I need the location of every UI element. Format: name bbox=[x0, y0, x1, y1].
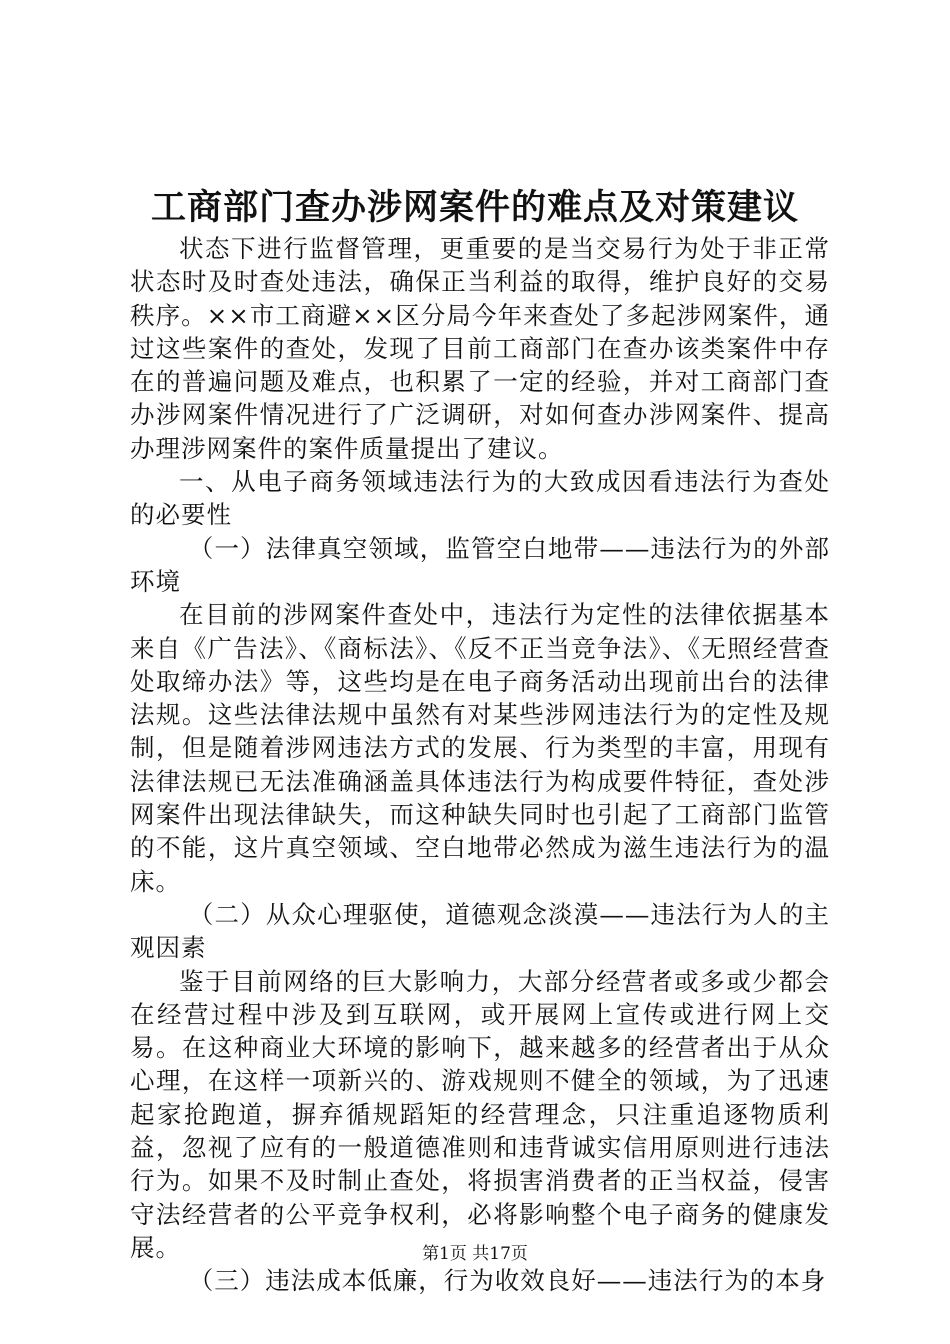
subsection-heading-3: （三）违法成本低廉，行为收效良好——违法行为的本身 bbox=[188, 1266, 827, 1296]
paragraph-herd-mentality: 鉴于目前网络的巨大影响力，大部分经营者或多或少都会在经营过程中涉及到互联网，或开展网上宣传或进行网上交易。在这种商业大环境的影响下，越来越多的经营者出于从众心理，在这样一项新兴的、游戏规则不健全的领域，为了迅速起家抢跑道，摒弃循规蹈矩的经营理念，只注重追逐物质利益，忽视了应有的一般道德准则和违背诚实信用原则进行违法行为。如果不及时制止查处，将损害消费者的正当权益，侵害守法经营者的公平竞争权利，必将影响整个电子商务的健康发展。 bbox=[130, 966, 830, 1262]
document-title: 工商部门查办涉网案件的难点及对策建议 bbox=[150, 187, 799, 228]
subsection-heading-2: （二）从众心理驱使，道德观念淡漠——违法行为人的主观因素 bbox=[130, 899, 830, 963]
subsection-heading-1: （一）法律真空领域，监管空白地带——违法行为的外部环境 bbox=[130, 533, 830, 596]
page-footer: 第1页 共17页 bbox=[422, 1244, 528, 1264]
paragraph-legal-vacuum: 在目前的涉网案件查处中，违法行为定性的法律依据基本来自《广告法》、《商标法》、《反不正当竞争法》、《无照经营查处取缔办法》等，这些均是在电子商务活动出现前出台的法律法规。这些法律法规中虽然有对某些涉网违法行为的定性及规制，但是随着涉网违法方式的发展、行为类型的丰富，用现有法律法规已无法准确涵盖具体违法行为构成要件特征，查处涉网案件出现法律缺失，而这种缺失同时也引起了工商部门监管的不能，这片真空领域、空白地带必然成为滋生违法行为的温床。 bbox=[130, 600, 830, 896]
section-heading-1: 一、从电子商务领域违法行为的大致成因看违法行为查处的必要性 bbox=[130, 467, 830, 530]
paragraph-intro: 状态下进行监督管理，更重要的是当交易行为处于非正常状态时及时查处违法，确保正当利益的取得，维护良好的交易秩序。××市工商避××区分局今年来查处了多起涉网案件，通过这些案件的查处，发现了目前工商部门在查办该类案件中存在的普遍问题及难点，也积累了一定的经验，并对工商部门查办涉网案件情况进行了广泛调研，对如何查办涉网案件、提高办理涉网案件的案件质量提出了建议。 bbox=[130, 234, 830, 463]
document-body bbox=[130, 232, 830, 1298]
